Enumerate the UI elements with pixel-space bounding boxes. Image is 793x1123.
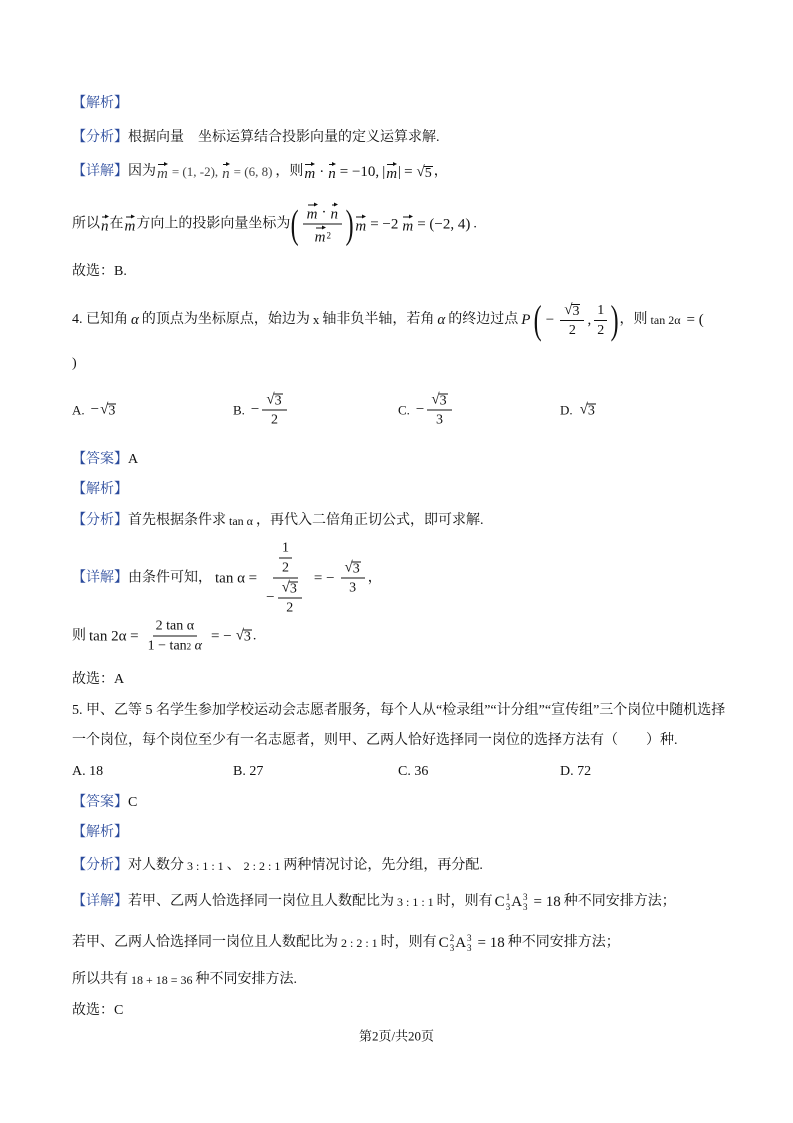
stem-text: 4. 已知角 — [72, 312, 128, 327]
math-expression: = −10, — [339, 164, 380, 180]
projection-fraction — [303, 203, 342, 246]
arrangement-symbol: A — [455, 935, 467, 951]
detail-text: ， — [367, 570, 382, 585]
q5-detail-line-2 — [72, 933, 620, 953]
option-label: A. — [72, 402, 85, 417]
math-expression: = 18 — [533, 894, 561, 910]
stem-text: 的终边过点 — [448, 312, 519, 327]
radical-sign: √ — [100, 401, 109, 418]
comma: , — [587, 312, 592, 328]
left-paren: ( — [291, 201, 300, 246]
square-root — [431, 392, 447, 409]
q3-detail-line-2 — [72, 203, 477, 246]
fenxi-text: 两种情况讨论，先分组，再分配. — [283, 858, 483, 873]
separator: 、 — [226, 858, 241, 873]
vector-m: m — [402, 214, 413, 234]
option-fraction — [262, 392, 286, 429]
fenxi-tag: 【分析】 — [72, 858, 128, 873]
q5-option-c — [398, 764, 428, 780]
right-paren: ) — [345, 201, 354, 246]
q3-jiexi-line — [72, 94, 128, 114]
subscript: 3 — [505, 902, 511, 912]
detail-text: 因为 — [128, 164, 156, 179]
square-root — [236, 628, 252, 645]
radical-sign: √ — [281, 579, 290, 596]
q5-option-d — [560, 764, 591, 780]
scripts — [523, 892, 528, 912]
fraction-denominator: 2 — [597, 322, 605, 338]
square-root — [100, 402, 116, 419]
q4-option-a — [72, 402, 117, 419]
option-text: A. 18 — [72, 764, 104, 779]
choice-text: 故选：B. — [72, 264, 127, 279]
detail-text: ，则 — [275, 164, 304, 179]
right-paren: ) — [610, 297, 619, 342]
jiexi-tag: 【解析】 — [72, 96, 128, 111]
q4-jiexi-line — [72, 480, 128, 500]
q5-jiexi-line — [72, 823, 128, 843]
radicand: 3 — [108, 403, 116, 419]
fraction-sqrt3-over-3 — [341, 560, 365, 597]
fenxi-tag: 【分析】 — [72, 130, 128, 145]
alpha-symbol: α — [131, 312, 139, 328]
fraction-numerator — [278, 580, 302, 599]
subscript: 3 — [523, 902, 528, 912]
stem-text: 的顶点为坐标原点，始边为 — [141, 312, 310, 327]
fraction-1-over-2 — [279, 540, 292, 577]
q4-option-c — [398, 392, 455, 429]
fraction-denominator: 3 — [436, 412, 443, 428]
q4-stem-line-1 — [72, 297, 707, 342]
minus-sign: − — [266, 589, 275, 606]
detail-text: 在 — [109, 216, 124, 231]
detail-text: 若甲、乙两人恰选择同一岗位且人数配比为 — [128, 894, 394, 909]
stem-text: 轴非负半轴，若角 — [322, 312, 435, 327]
detail-text: ， — [433, 164, 448, 179]
q5-option-b — [233, 764, 263, 780]
fraction-denominator: 2 — [568, 322, 576, 338]
vector-n: n — [331, 203, 339, 223]
q4-option-d — [560, 402, 597, 419]
vector-m: m — [157, 162, 168, 182]
combination-symbol: C — [438, 935, 449, 951]
stem-text: ，则 — [619, 312, 648, 327]
q3-choice-line — [72, 262, 127, 282]
answer-tag: 【答案】 — [72, 795, 128, 810]
option-text: D. 72 — [560, 764, 592, 779]
vector-m: m — [307, 203, 318, 223]
scripts — [506, 892, 511, 912]
page-footer: 第2页/共20页 — [358, 1028, 435, 1044]
denominator-text: 1 − tan — [147, 638, 187, 654]
q4-detail-line-2 — [72, 618, 256, 655]
radical-sign: √ — [344, 559, 353, 576]
ratio: 3 : 1 : 1 — [187, 859, 224, 873]
math-expression: tan α = — [215, 570, 258, 586]
point-p: P — [521, 312, 531, 328]
square-root — [564, 302, 580, 319]
fraction-denominator: 2 — [271, 412, 278, 428]
abs-bar: | — [398, 164, 402, 180]
radicand: 3 — [352, 561, 360, 577]
option-label: C. — [398, 402, 410, 417]
fenxi-tag: 【分析】 — [72, 513, 128, 528]
alpha-symbol: α — [437, 312, 446, 328]
math-expression: tan 2α = — [89, 628, 139, 644]
combinatorics-expression — [495, 892, 529, 912]
double-angle-fraction — [145, 618, 205, 655]
radical-sign: √ — [235, 627, 244, 644]
fenxi-text: 根据向量 坐标运算结合投影向量的定义运算求解. — [128, 130, 440, 145]
vector-m: m — [315, 226, 326, 246]
detail-text: 由条件可知， — [128, 570, 212, 585]
fraction-1-over-2 — [594, 302, 607, 339]
q5-detail-line-1 — [72, 892, 676, 912]
answer-value: A — [128, 452, 139, 467]
q5-fenxi-line — [72, 856, 483, 876]
q3-detail-line-1 — [72, 162, 448, 182]
subscript: 3 — [449, 943, 455, 953]
radical-sign: √ — [416, 163, 425, 180]
q4-detail-line-1 — [72, 540, 382, 617]
ratio: 3 : 1 : 1 — [397, 895, 434, 909]
option-label: D. — [560, 402, 573, 417]
detail-text: 种不同安排方法； — [563, 894, 676, 909]
q4-stem-line-2 — [72, 354, 77, 374]
superscript: 3 — [523, 892, 528, 902]
fenxi-text: ，再代入二倍角正切公式，即可求解. — [255, 513, 484, 528]
stem-text: 一个岗位，每个岗位至少有一名志愿者，则甲、乙两人恰好选择同一岗位的选择方法有（ ）种. — [72, 733, 678, 748]
tan-2alpha: tan 2α — [650, 313, 681, 327]
superscript: 1 — [505, 892, 511, 902]
detail-text: 则 — [72, 628, 86, 643]
subscript: 3 — [467, 943, 472, 953]
fraction-numerator — [273, 540, 298, 579]
radicand: 5 — [424, 165, 432, 181]
minus-sign: − — [415, 401, 425, 418]
radicand: 3 — [274, 393, 282, 409]
fenxi-text: 对人数分 — [128, 858, 184, 873]
vector-m: m — [386, 162, 397, 182]
xiangjie-tag: 【详解】 — [72, 570, 128, 585]
detail-text: 所以共有 — [72, 972, 128, 987]
scripts — [450, 933, 455, 953]
minus-sign: − — [545, 312, 555, 328]
fenxi-text: 首先根据条件求 — [128, 513, 226, 528]
jiexi-tag: 【解析】 — [72, 482, 128, 497]
q5-stem-line-1 — [72, 701, 725, 721]
math-expression: = − — [211, 628, 232, 644]
radical-sign: √ — [266, 391, 275, 408]
square-root — [417, 164, 433, 181]
q5-detail-line-3 — [72, 970, 297, 990]
q5-option-a — [72, 764, 103, 780]
option-label: B. — [233, 402, 245, 417]
answer-value: C — [128, 795, 138, 810]
minus-sign: − — [90, 401, 100, 418]
fraction-numerator: 2 tan α — [153, 618, 197, 637]
fraction-sqrt3-over-2 — [278, 580, 302, 617]
vector-n: n — [328, 162, 336, 182]
fraction-numerator — [560, 302, 584, 321]
jiexi-tag: 【解析】 — [72, 825, 128, 840]
fraction-numerator: 1 — [279, 540, 292, 559]
fraction-denominator: 2 — [286, 600, 294, 616]
ratio: 2 : 2 : 1 — [341, 936, 378, 950]
q5-answer-line — [72, 793, 137, 813]
period: . — [252, 628, 257, 643]
fraction-denominator: 1 − tan 2 α — [147, 638, 203, 654]
square-root — [580, 402, 596, 419]
equals-sign: = — [404, 164, 413, 180]
choice-text: 故选：A — [72, 672, 125, 687]
radical-sign: √ — [564, 301, 573, 318]
closing-paren: ) — [72, 356, 77, 371]
sum-expression: 18 + 18 = 36 — [131, 973, 193, 987]
detail-text: 种不同安排方法. — [195, 972, 298, 987]
vector-m: m — [355, 214, 366, 234]
detail-text: 时，则有 — [380, 935, 437, 950]
math-expression: = − — [313, 570, 335, 586]
minus-sign: − — [250, 401, 260, 418]
fraction-denominator: 3 — [349, 580, 357, 596]
xiangjie-tag: 【详解】 — [72, 894, 128, 909]
arrangement-symbol: A — [511, 894, 523, 910]
math-expression: = −2 — [370, 216, 399, 232]
combination-symbol: C — [494, 894, 505, 910]
radicand: 3 — [439, 393, 447, 409]
fraction-denominator: 2 — [282, 560, 289, 576]
abs-bar: | — [382, 164, 386, 180]
scripts — [467, 933, 472, 953]
dot-operator: · — [321, 204, 327, 220]
q3-fenxi-line — [72, 128, 440, 148]
option-text: C. 36 — [398, 764, 429, 779]
q4-choice-line — [72, 670, 124, 690]
choice-text: 故选：C — [72, 1003, 124, 1018]
fraction-denominator: m 2 — [311, 225, 334, 246]
fraction-numerator: 1 — [594, 302, 607, 321]
fraction-sqrt3-over-2 — [560, 302, 584, 339]
fraction-denominator — [263, 579, 308, 617]
q4-fenxi-line — [72, 511, 483, 531]
superscript: 2 — [449, 933, 455, 943]
q4-answer-line — [72, 450, 138, 470]
radical-sign: √ — [579, 401, 588, 418]
vector-n: n — [222, 162, 230, 182]
answer-tag: 【答案】 — [72, 452, 128, 467]
tan-alpha: tan α — [229, 514, 253, 528]
option-fraction — [427, 392, 451, 429]
fraction-numerator — [303, 203, 342, 225]
square-root — [345, 560, 361, 577]
fraction-numerator — [262, 392, 286, 411]
x-symbol: x — [312, 312, 320, 327]
radicand: 3 — [243, 629, 251, 645]
vector-m: m — [125, 214, 136, 234]
detail-text: 所以 — [72, 216, 100, 231]
superscript: 3 — [467, 933, 472, 943]
stem-text: = ( — [686, 312, 704, 328]
detail-text: 时，则有 — [436, 894, 493, 909]
xiangjie-tag: 【详解】 — [72, 164, 128, 179]
square-root — [266, 392, 282, 409]
combinatorics-expression — [439, 933, 473, 953]
square-root — [282, 580, 298, 597]
math-expression: = 18 — [477, 935, 505, 951]
radical-sign: √ — [431, 391, 440, 408]
alpha-symbol: α — [194, 638, 203, 654]
option-text: B. 27 — [233, 764, 264, 779]
vector-n: n — [101, 214, 109, 234]
q4-option-b — [233, 392, 290, 429]
math-expression: = (6, 8) — [233, 164, 273, 179]
stem-text: 5. 甲、乙等 5 名学生参加学校运动会志愿者服务，每个人从“检录组”“计分组”“宣传组”三个岗位中随机选择 — [72, 703, 726, 718]
left-paren: ( — [534, 297, 543, 342]
vector-m: m — [304, 162, 315, 182]
q5-stem-line-2 — [72, 731, 678, 751]
ratio: 2 : 2 : 1 — [243, 859, 281, 873]
fraction-numerator — [341, 560, 365, 579]
q5-choice-line — [72, 1001, 123, 1021]
fraction-numerator — [427, 392, 451, 411]
compound-fraction — [263, 540, 308, 617]
radicand: 3 — [572, 303, 580, 319]
math-expression: = (1, -2), — [171, 164, 219, 179]
period: . — [473, 216, 477, 231]
detail-text: 方向上的投影向量坐标为 — [136, 216, 291, 231]
math-expression: = (−2, 4) — [417, 216, 471, 232]
radicand: 3 — [587, 403, 595, 419]
detail-text: 若甲、乙两人恰选择同一岗位且人数配比为 — [72, 935, 338, 950]
detail-text: 种不同安排方法； — [507, 935, 620, 950]
dot-operator: · — [319, 164, 325, 180]
radicand: 3 — [289, 581, 297, 597]
